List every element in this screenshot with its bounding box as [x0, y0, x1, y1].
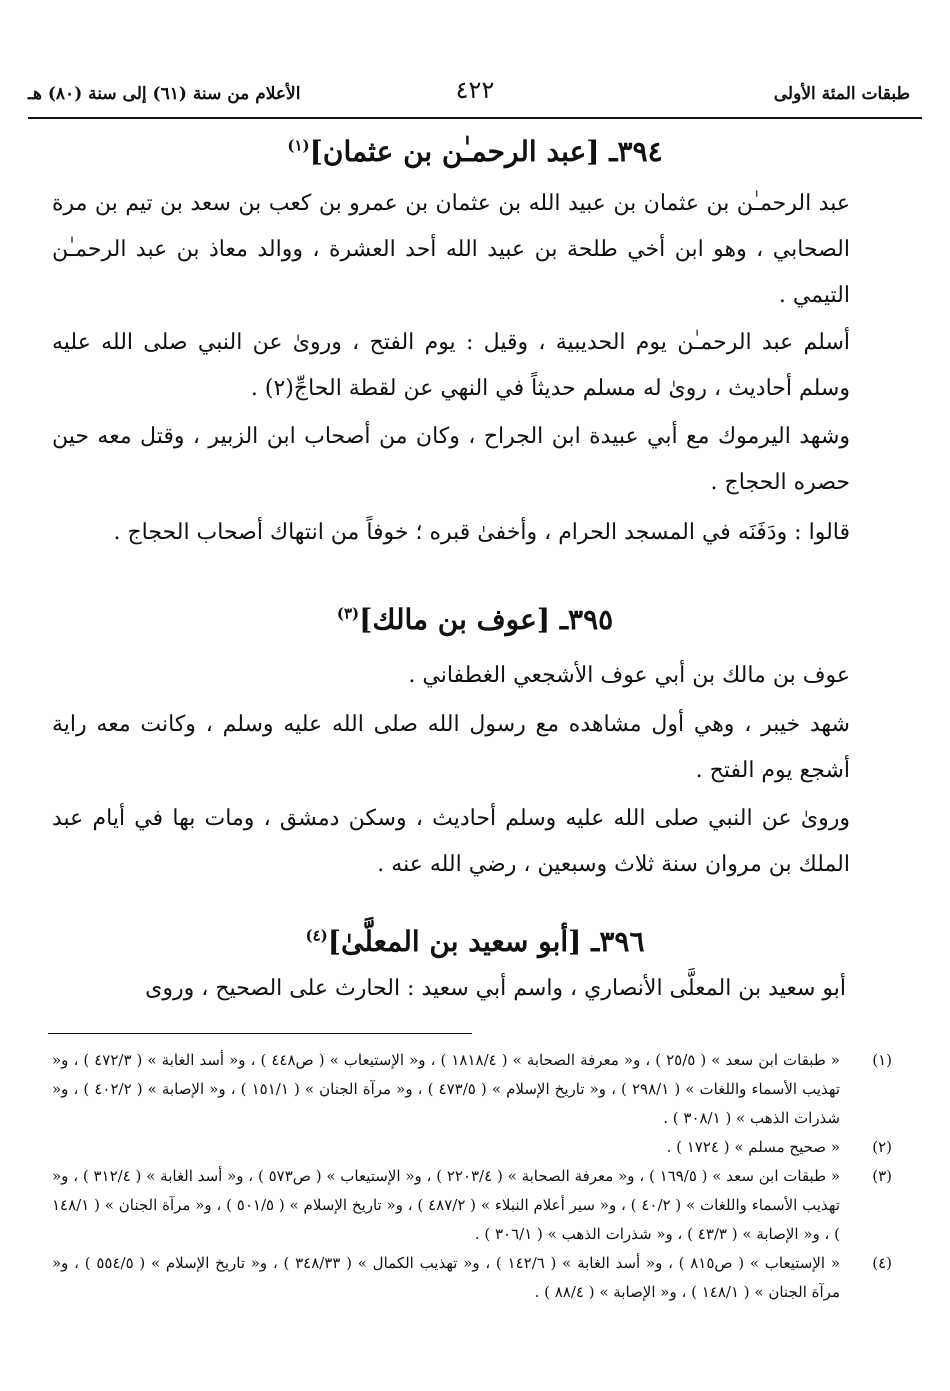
footnote-number: (٢)	[872, 1138, 892, 1156]
paragraph: عوف بن مالك بن أبي عوف الأشجعي الغطفاني .	[408, 663, 850, 688]
paragraph: أسلم عبد الرحمـٰن يوم الحديبية ، وقيل : يوم الفتح ، وروىٰ عن النبي صلى الله عليه وسلم أحاديث ، روىٰ له مسلم حديثاً في النهي عن لقطة الحاجِّ(٢) .	[52, 330, 850, 401]
paragraph: وشهد اليرموك مع أبي عبيدة ابن الجراح ، وكان من أصحاب ابن الزبير ، وقتل معه حين حصره الحجاج .	[52, 424, 850, 495]
section-range-title: الأعلام من سنة (٦١) إلى سنة (٨٠) هـ	[28, 84, 301, 104]
footnote-text: « طبقات ابن سعد » ( ٢٥/٥ ) ، و« معرفة الصحابة » ( ١٨١٨/٤ ) ، و« الإستيعاب » ( ص٤٤٨ ) ، و« أسد الغابة » ( ٤٧٢/٣ ) ، و« تهذيب الأسماء واللغات » ( ٢٩٨/١ ) ، و« تاريخ الإسلام » ( ٤٧٣/٥ ) ، و« مرآة الجنان » ( ١٥١/١ ) ، و« الإصابة » ( ٤٠٢/٢ ) ، و« شذرات الذهب » ( ٣٠٨/١ ) .	[52, 1051, 840, 1127]
paragraph: قالوا : ودَفَنَه في المسجد الحرام ، وأخفىٰ قبره ؛ خوفاً من انتهاك أصحاب الحجاج .	[113, 520, 850, 545]
book-title: طبقات المئة الأولى	[773, 84, 910, 104]
footnote-ref: (١)	[287, 136, 310, 155]
paragraph: عبد الرحمـٰن بن عثمان بن عبيد الله بن عثمان بن عمرو بن كعب بن سعد بن تيم بن مرة الصحابي ، وهو ابن أخي طلحة بن عبيد الله أحد العشرة ، ووالد معاذ بن عبد الرحمـٰن التيمي .	[52, 191, 850, 308]
entry-title: ٣٩٤ـ [عبد الرحمـٰن بن عثمان]$^{(١)}$	[287, 135, 663, 168]
footnote	[52, 1133, 892, 1162]
footnote	[52, 1249, 892, 1307]
footnote	[52, 1046, 892, 1133]
footnote-ref: (٣)	[336, 604, 360, 623]
footnote	[52, 1162, 892, 1249]
paragraph: وروىٰ عن النبي صلى الله عليه وسلم أحاديث ، وسكن دمشق ، ومات بها في أيام عبد الملك بن مروان سنة ثلاث وسبعين ، رضي الله عنه .	[52, 806, 850, 877]
footnote-text: « طبقات ابن سعد » ( ١٦٩/٥ ) ، و« معرفة الصحابة » ( ٢٢٠٣/٤ ) ، و« الإستيعاب » ( ص٥٧٣ ) ، و« أسد الغابة » ( ٣١٢/٤ ) ، و« تهذيب الأسماء واللغات » ( ٤٠/٢ ) ، و« سير أعلام النبلاء » ( ٤٨٧/٢ ) ، و« تاريخ الإسلام » ( ٥٠١/٥ ) ، و« مرآة الجنان » ( ١٤٨/١ ) ، و« الإصابة » ( ٤٣/٣ ) ، و« شذرات الذهب » ( ٣٠٦/١ ) .	[52, 1167, 840, 1243]
page-number: ٤٢٢	[455, 76, 495, 104]
footnote-ref: (٤)	[305, 926, 328, 945]
header-rule	[28, 117, 922, 119]
footnote-number: (٤)	[872, 1254, 892, 1272]
footnote-rule	[48, 1033, 472, 1034]
footnote-text: « الإستيعاب » ( ص٨١٥ ) ، و« أسد الغابة » ( ١٤٢/٦ ) ، و« تهذيب الكمال » ( ٣٤٨/٣٣ ) ، و« تاريخ الإسلام » ( ٥٥٤/٥ ) ، و« مرآة الجنان » ( ١٤٨/١ ) ، و« الإصابة » ( ٨٨/٤ ) .	[52, 1254, 840, 1301]
footnote-text: « صحيح مسلم » ( ١٧٢٤ ) .	[666, 1138, 840, 1156]
footnote-number: (١)	[872, 1051, 892, 1069]
paragraph: أبو سعيد بن المعلَّى الأنصاري ، واسم أبي سعيد : الحارث على الصحيح ، وروى	[145, 976, 846, 1001]
paragraph: شهد خيبر ، وهي أول مشاهده مع رسول الله صلى الله عليه وسلم ، وكانت معه راية أشجع يوم الفتح .	[52, 712, 850, 783]
footnote-number: (٣)	[872, 1167, 892, 1185]
footnotes	[52, 1046, 892, 1307]
entry-title: ٣٩٥ـ [عوف بن مالك]$^{(٣)}$	[336, 603, 614, 636]
running-header	[28, 76, 922, 116]
entry-title: ٣٩٦ـ [أبو سعيد بن المعلَّىٰ]$^{(٤)}$	[305, 925, 645, 958]
